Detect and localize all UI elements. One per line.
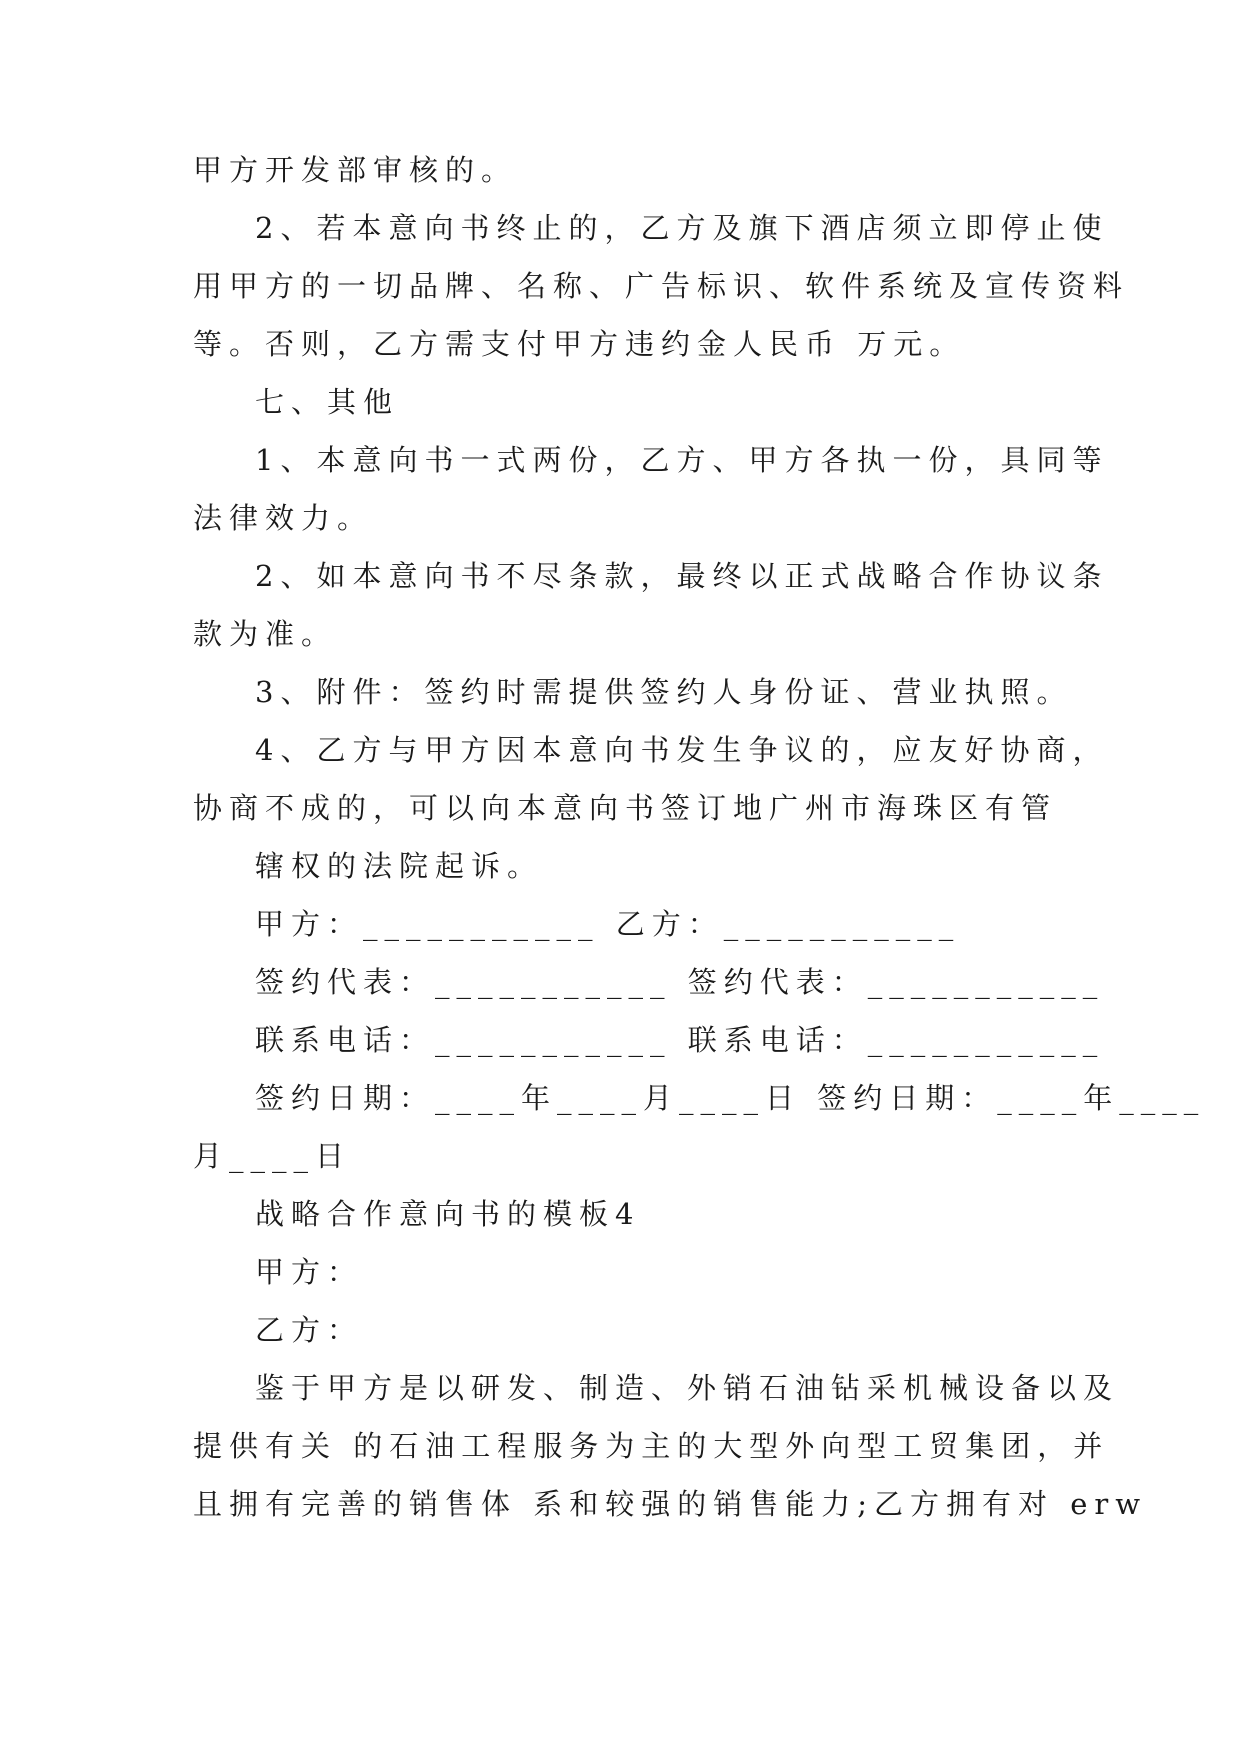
signature-date-line: 签约日期：____年____月____日 签约日期：____年____ [255, 1081, 1206, 1115]
text-line: 款为准。 [193, 617, 338, 651]
party-a-label: 甲方： [255, 1255, 364, 1289]
text-line: 4、乙方与甲方因本意向书发生争议的，应友好协商， [255, 733, 1109, 767]
text-line: 提供有关 的石油工程服务为主的大型外向型工贸集团，并 [193, 1429, 1110, 1463]
text-line: 3、附件：签约时需提供签约人身份证、营业执照。 [255, 675, 1073, 709]
text-line: 月____日 [193, 1139, 352, 1173]
text-line: 协商不成的，可以向本意向书签订地广州市海珠区有管 [193, 791, 1058, 825]
text-line: 2、若本意向书终止的，乙方及旗下酒店须立即停止使 [255, 211, 1109, 245]
text-line: 甲方开发部审核的。 [193, 153, 518, 187]
party-b-label: 乙方： [255, 1313, 364, 1347]
text-line: 辖权的法院起诉。 [255, 849, 544, 883]
text-line: 法律效力。 [193, 501, 374, 535]
text-line: 用甲方的一切品牌、名称、广告标识、软件系统及宣传资料 [193, 269, 1130, 303]
signature-party-line: 甲方：___________ 乙方：___________ [255, 907, 961, 941]
text-line: 2、如本意向书不尽条款，最终以正式战略合作协议条 [255, 559, 1109, 593]
signature-representative-line: 签约代表：___________ 签约代表：___________ [255, 965, 1105, 999]
text-line: 1、本意向书一式两份，乙方、甲方各执一份，具同等 [255, 443, 1109, 477]
text-line: 等。否则，乙方需支付甲方违约金人民币 万元。 [193, 327, 966, 361]
template-title: 战略合作意向书的模板4 [255, 1197, 641, 1231]
signature-phone-line: 联系电话：___________ 联系电话：___________ [255, 1023, 1105, 1057]
section-heading: 七、其他 [255, 385, 400, 419]
text-line: 鉴于甲方是以研发、制造、外销石油钻采机械设备以及 [255, 1371, 1120, 1405]
text-line: 且拥有完善的销售体 系和较强的销售能力;乙方拥有对 erw [193, 1487, 1148, 1521]
